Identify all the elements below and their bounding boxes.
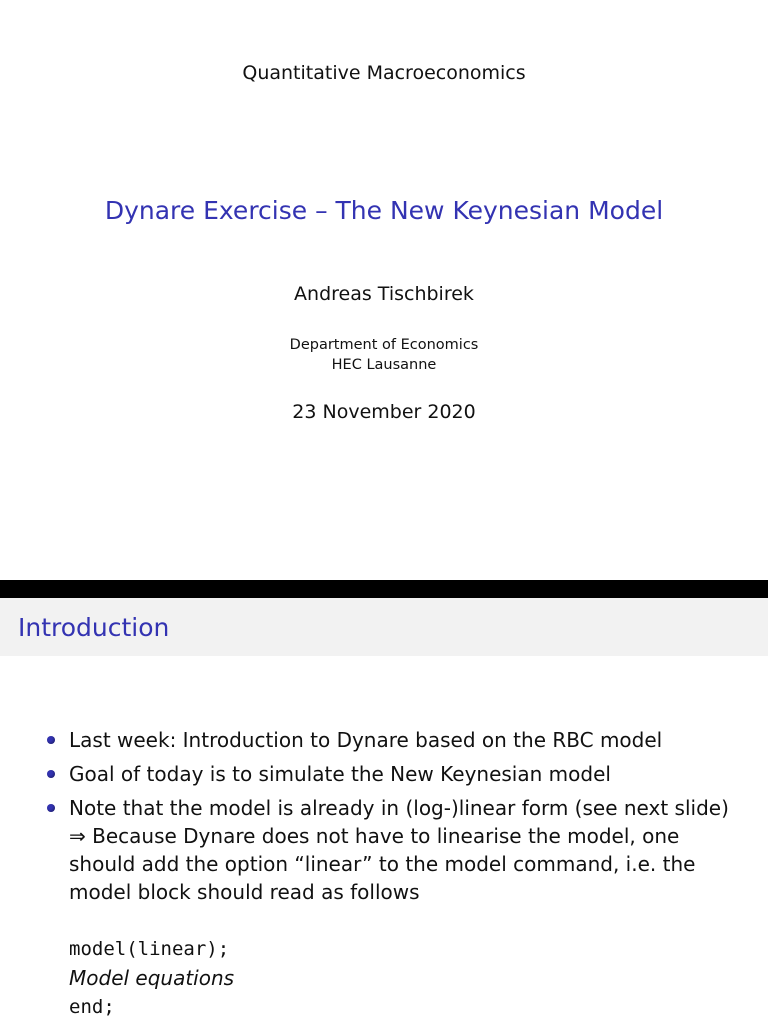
code-line-equations: Model equations: [69, 966, 235, 990]
bullet-text: Note that the model is already in (log-)linear form (see next slide): [69, 796, 729, 820]
author-name: Andreas Tischbirek: [294, 283, 474, 305]
code-line-end: end;: [69, 996, 115, 1018]
slide-divider: [0, 580, 768, 598]
bullet-list: [0, 726, 768, 912]
code-line-model: model(linear);: [69, 938, 230, 960]
presentation-title: Dynare Exercise – The New Keynesian Model: [104, 196, 664, 225]
bullet-icon: [47, 736, 55, 744]
frame-title: Introduction: [18, 613, 170, 642]
list-item: [0, 794, 768, 906]
presentation-date: 23 November 2020: [292, 401, 476, 423]
institute-block: [0, 335, 768, 375]
course-name: Quantitative Macroeconomics: [242, 62, 526, 84]
code-block: [69, 935, 234, 1022]
bullet-text: Last week: Introduction to Dynare based on the RBC model: [69, 728, 663, 752]
introduction-slide: [0, 598, 768, 1024]
bullet-icon: [47, 804, 55, 812]
bullet-text: Goal of today is to simulate the New Keynesian model: [69, 762, 611, 786]
list-item: [0, 726, 768, 754]
bullet-continuation: ⇒ Because Dynare does not have to linearise the model, one should add the option “linear” to the model command, i.e. the model block should read as follows: [69, 824, 696, 904]
institution-name: HEC Lausanne: [331, 357, 437, 373]
department-name: Department of Economics: [289, 337, 479, 353]
frame-header: [0, 598, 768, 656]
bullet-icon: [47, 770, 55, 778]
list-item: [0, 760, 768, 788]
